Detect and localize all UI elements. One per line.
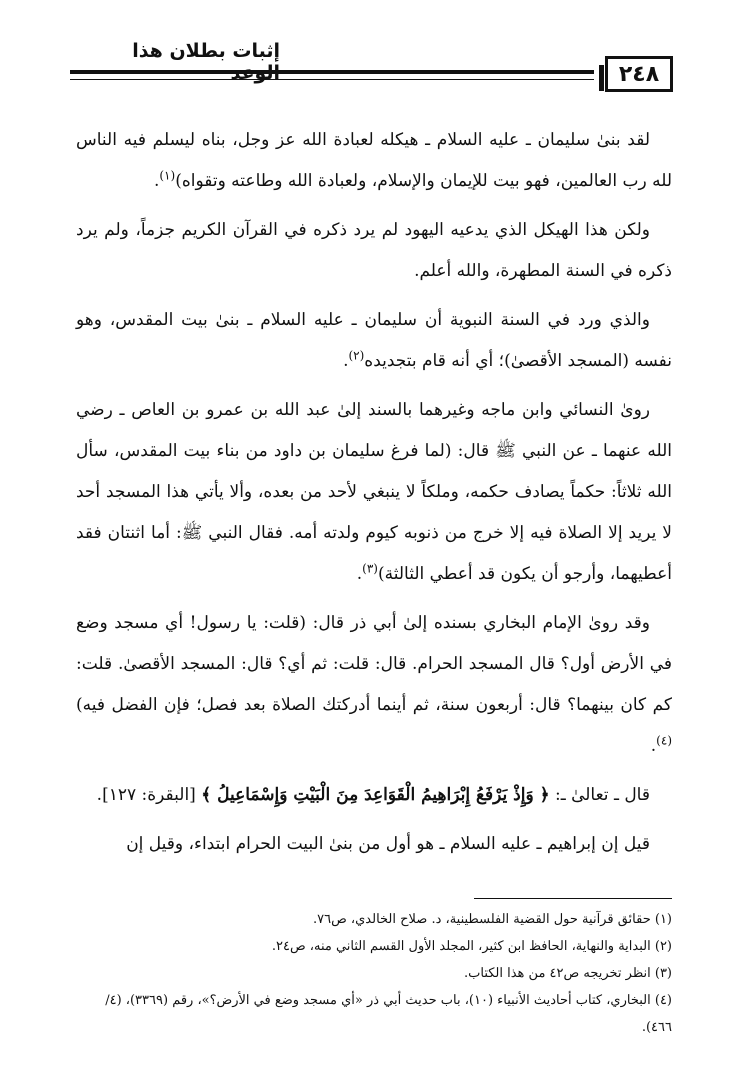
footnote-ref[interactable]: (١) <box>159 168 176 183</box>
page-number-box <box>605 56 673 92</box>
paragraph <box>76 120 672 202</box>
footnote-ref[interactable]: (٣) <box>362 561 378 576</box>
verse-intro: قال ـ تعالىٰ ـ: <box>554 785 650 805</box>
verse-reference: [البقرة: ١٢٧]. <box>96 785 196 805</box>
paragraph-tail: . <box>343 351 349 371</box>
paragraph-tail: . <box>153 171 160 191</box>
paragraph <box>76 390 672 595</box>
paragraph <box>76 210 672 292</box>
paragraph-tail: . <box>650 736 657 756</box>
verse-paragraph <box>76 775 672 816</box>
header-rule-thick <box>70 70 594 74</box>
paragraph-text: قيل إن إبراهيم ـ عليه السلام ـ هو أول من بنىٰ البيت الحرام ابتداء، وقيل إن <box>126 834 650 854</box>
running-header-title: إثبات بطلان هذا <box>132 40 280 62</box>
footnote-ref[interactable]: (٢) <box>348 348 365 363</box>
paragraph-text: لقد بنىٰ سليمان ـ عليه السلام ـ هيكله لعبادة الله عز وجل، بناه ليسلم فيه الناس لله رب العالمين، فهو بيت للإيمان والإسلام، ولعبادة الله وطاعته وتقواه) <box>76 130 672 191</box>
paragraph-tail: . <box>356 564 363 584</box>
footnote: (٢) البداية والنهاية، الحافظ ابن كثير، المجلد الأول القسم الثاني منه، ص٢٤. <box>271 939 672 954</box>
quran-verse: ﴿ وَإِذْ يَرْفَعُ إِبْرَاهِيمُ الْقَوَاعِدَ مِنَ الْبَيْتِ وَإِسْمَاعِيلُ ﴾ <box>201 785 550 805</box>
main-text <box>76 120 672 873</box>
paragraph <box>76 603 672 767</box>
paragraph-text: والذي ورد في السنة النبوية أن سليمان ـ عليه السلام ـ بنىٰ بيت المقدس، وهو نفسه (المسجد الأقصىٰ)؛ أي أنه قام بتجديده <box>76 310 672 371</box>
footnote: (٣) انظر تخريجه ص٤٢ من هذا الكتاب. <box>463 966 672 981</box>
paragraph-text: وقد روىٰ الإمام البخاري بسنده إلىٰ أبي ذر قال: (قلت: يا رسول! أي مسجد وضع في الأرض أول؟ قال المسجد الحرام. قال: قلت: ثم أي؟ قال: المسجد الأقصىٰ. قلت: كم كان بينهما؟ قال: أربعون سنة، ثم أينما أدركتك الصلاة بعد فصل؛ فإن الفضل فيه) <box>76 613 672 715</box>
footnote-separator <box>474 898 672 899</box>
footnote-ref[interactable]: (٤) <box>656 733 672 748</box>
paragraph-text: ولكن هذا الهيكل الذي يدعيه اليهود لم يرد ذكره في القرآن الكريم جزماً، ولم يرد ذكره في السنة المطهرة، والله أعلم. <box>76 220 672 281</box>
paragraph-text: روىٰ النسائي وابن ماجه وغيرهما بالسند إلىٰ عبد الله بن عمرو بن العاص ـ رضي الله عنهما ـ عن النبي ﷺ قال: (لما فرغ سليمان بن داود من بناء بيت المقدس، سأل الله ثلاثاً: حكماً يصادف حكمه، وملكاً لا ينبغي لأحد من بعده، وألا يأتي هذا المسجد أحد لا يريد إلا الصلاة فيه إلا خرج من ذنوبه كيوم ولدته أمه. فقال النبي ﷺ: أما اثنتان فقد أعطيهما، وأرجو أن يكون قد أعطي الثالثة) <box>76 400 672 584</box>
footnote: (٤) البخاري، كتاب أحاديث الأنبياء (١٠)، باب حديث أبي ذر «أي مسجد وضع في الأرض؟»، رقم (٣٣٦٩)، (٤/ ٤٦٦). <box>105 993 672 1035</box>
paragraph <box>76 824 672 865</box>
header-rule-thin <box>70 79 594 80</box>
footnotes <box>76 906 672 1041</box>
footnote: (١) حقائق قرآنية حول القضية الفلسطينية، د. صلاح الخالدي، ص٧٦. <box>312 912 672 927</box>
paragraph <box>76 300 672 382</box>
page-number: ٢٤٨ <box>618 61 660 87</box>
